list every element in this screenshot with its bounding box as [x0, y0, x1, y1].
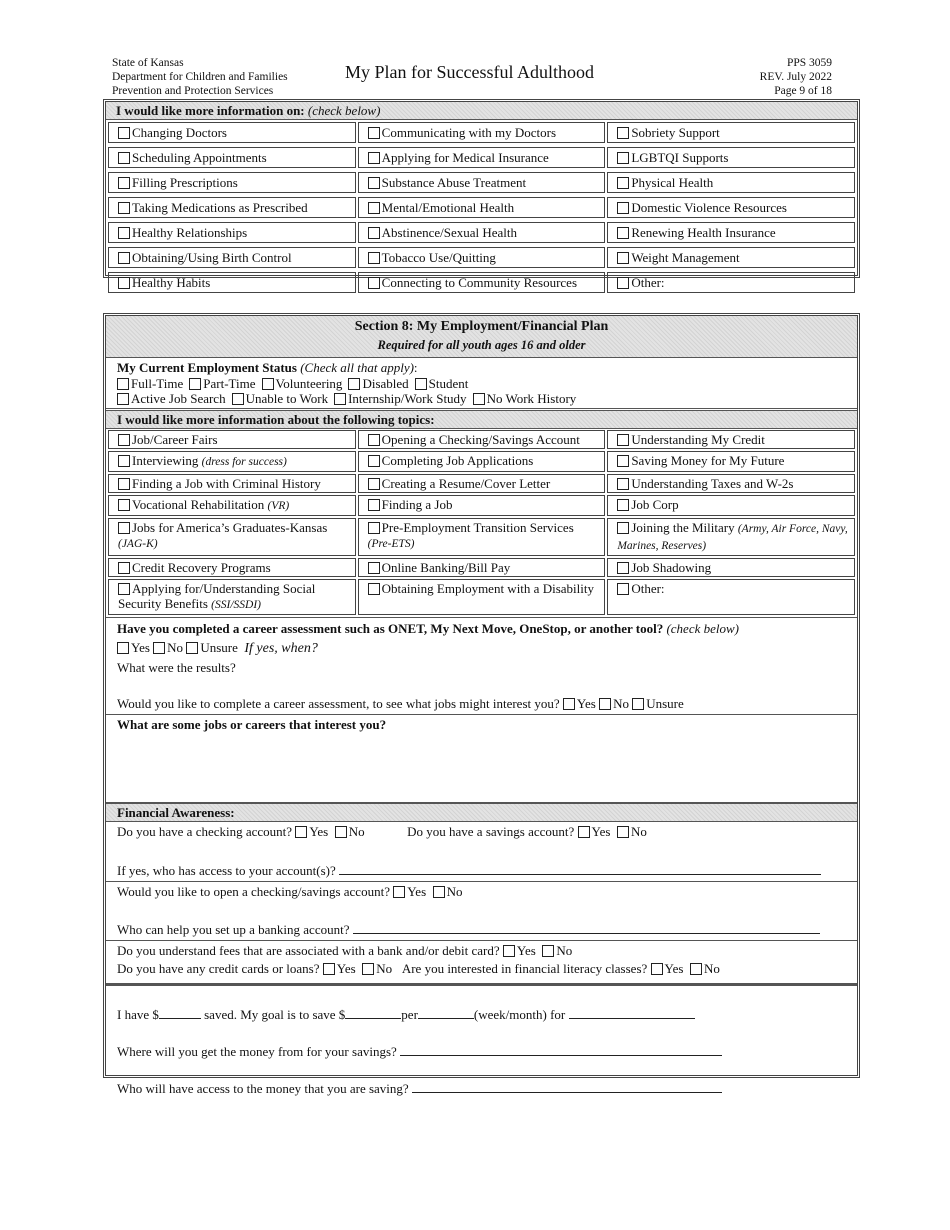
section8-box	[103, 313, 860, 1096]
topic-label: Interviewing	[132, 452, 202, 468]
topic-checkbox-completing-job-applications[interactable]	[368, 455, 380, 467]
savings-purpose-input[interactable]	[569, 1006, 695, 1019]
health-option-cell	[108, 172, 356, 193]
topic-checkbox-creating-a-resume-cover-letter[interactable]	[368, 478, 380, 490]
topic-checkbox-job-career-fairs[interactable]	[118, 434, 130, 446]
topic-checkbox-vocational-rehabilitation[interactable]	[118, 499, 130, 511]
topic-checkbox-joining-the-military[interactable]	[617, 522, 629, 534]
agency-division: Prevention and Protection Services	[112, 85, 274, 97]
topic-note: (dress for success)	[201, 455, 287, 468]
health-option-cell	[358, 172, 606, 193]
health-option-cell	[358, 222, 606, 243]
health-option-cell	[607, 147, 855, 168]
status-checkbox-disabled[interactable]	[348, 378, 360, 390]
option-label: Abstinence/Sexual Health	[381, 225, 518, 240]
topic-cell	[607, 451, 855, 472]
topic-cell	[358, 518, 606, 556]
topic-cell	[108, 430, 356, 449]
health-option-cell	[607, 172, 855, 193]
literacy-yes-checkbox[interactable]	[651, 963, 663, 975]
complete-assessment-question: Would you like to complete a career assessment, to see what jobs might interest you?	[117, 695, 560, 711]
savings-yes-checkbox[interactable]	[578, 826, 590, 838]
assessment-yes-checkbox[interactable]	[117, 642, 129, 654]
option-label: LGBTQI Supports	[631, 150, 729, 165]
health-option-cell	[607, 122, 855, 143]
topic-cell	[358, 579, 606, 615]
topic-checkbox-credit-recovery-programs[interactable]	[118, 562, 130, 574]
topic-label: Opening a Checking/Savings Account	[381, 431, 580, 447]
careers-interest-question[interactable]: What are some jobs or careers that interest you?	[106, 715, 857, 803]
employment-status: My Current Employment Status (Check all that apply): Full-Time Part-Time Volunteering Disabled Student Active Job Search Unable to Work Internship/Work Study No Work History	[106, 358, 857, 409]
topic-label: Credit Recovery Programs	[132, 559, 271, 575]
topic-cell	[108, 518, 356, 556]
form-revision: REV. July 2022	[759, 71, 832, 83]
checkbox-healthy-habits[interactable]	[118, 277, 130, 289]
checkbox-obtaining-using-birth-control[interactable]	[118, 252, 130, 264]
status-checkbox-no-work-history[interactable]	[473, 393, 485, 405]
topic-label: Job/Career Fairs	[132, 431, 218, 447]
topic-note: (JAG-K)	[118, 537, 158, 550]
health-option-cell	[358, 197, 606, 218]
topic-cell	[358, 474, 606, 493]
checkbox-taking-medications-as-prescribed[interactable]	[118, 202, 130, 214]
topics-heading: I would like more information about the following topics:	[106, 410, 857, 429]
status-label: Internship/Work Study	[348, 391, 467, 406]
option-label: Sobriety Support	[631, 125, 720, 140]
health-option-cell	[108, 272, 356, 293]
topic-label: Pre-Employment Transition Services	[381, 519, 574, 535]
checkbox-weight-management[interactable]	[617, 252, 629, 264]
health-option-cell	[108, 247, 356, 268]
topic-note: (Pre-ETS)	[367, 537, 415, 550]
checkbox-substance-abuse-treatment[interactable]	[368, 177, 380, 189]
checkbox-connecting-to-community-resources[interactable]	[368, 277, 380, 289]
topic-label: Obtaining Employment with a Disability	[381, 580, 594, 596]
topic-checkbox-finding-a-job[interactable]	[368, 499, 380, 511]
topic-cell	[108, 579, 356, 615]
topic-row	[108, 558, 855, 577]
status-checkbox-volunteering[interactable]	[262, 378, 274, 390]
topic-checkbox-job-shadowing[interactable]	[617, 562, 629, 574]
topic-cell	[108, 474, 356, 493]
topic-label: Completing Job Applications	[381, 452, 534, 468]
topic-label: Creating a Resume/Cover Letter	[381, 475, 551, 491]
checkbox-sobriety-support[interactable]	[617, 127, 629, 139]
savings-goal-input[interactable]	[345, 1006, 401, 1019]
checkbox-healthy-relationships[interactable]	[118, 227, 130, 239]
status-options-line1	[117, 376, 857, 392]
open-account-questions: Would you like to open a checking/savings account? Yes No Who can help you set up a banking account?	[106, 882, 857, 941]
option-label: Communicating with my Doctors	[381, 125, 557, 140]
health-option-cell	[607, 247, 855, 268]
health-info-row	[108, 272, 855, 293]
section8-subtitle: Required for all youth ages 16 and older	[377, 338, 586, 352]
complete-assessment-yes-checkbox[interactable]	[563, 698, 575, 710]
health-info-row	[108, 222, 855, 243]
health-option-cell	[358, 122, 606, 143]
topic-row	[108, 451, 855, 472]
savings-plan: I have $ saved. My goal is to save $ per (week/month) for Where will you get the money from for your savings? Who will have access to the money that you are saving?	[106, 984, 857, 1099]
fees-credit-questions: Do you understand fees that are associated with a bank and/or debit card? Yes No Do you have any credit cards or loans? Yes No Are you interested in financial literacy classes? Yes No	[106, 941, 857, 984]
page-number: Page 9 of 18	[774, 85, 832, 97]
topic-cell	[358, 430, 606, 449]
savings-no-checkbox[interactable]	[617, 826, 629, 838]
checkbox-other[interactable]	[617, 277, 629, 289]
form-meta	[760, 56, 832, 98]
status-checkbox-internship-work-study[interactable]	[334, 393, 346, 405]
health-option-cell	[108, 222, 356, 243]
topic-cell	[607, 579, 855, 615]
option-label: Changing Doctors	[132, 125, 227, 140]
assessment-when: If yes, when?	[244, 640, 318, 656]
health-option-cell	[108, 197, 356, 218]
agency-block	[112, 56, 288, 98]
amount-saved-input[interactable]	[159, 1006, 201, 1019]
status-label: Active Job Search	[131, 391, 226, 406]
topic-checkbox-job-corp[interactable]	[617, 499, 629, 511]
form-number: PPS 3059	[786, 57, 832, 69]
option-label: Scheduling Appointments	[132, 150, 267, 165]
topic-checkbox-saving-money-for-my-future[interactable]	[617, 455, 629, 467]
checkbox-physical-health[interactable]	[617, 177, 629, 189]
topic-checkbox-online-banking-bill-pay[interactable]	[368, 562, 380, 574]
financial-heading: Financial Awareness:	[106, 803, 857, 822]
literacy-no-checkbox[interactable]	[690, 963, 702, 975]
topic-checkbox-obtaining-employment-with-a-disability[interactable]	[368, 583, 380, 595]
option-label: Filling Prescriptions	[132, 175, 238, 190]
topic-cell	[607, 430, 855, 449]
health-info-box	[103, 99, 860, 290]
topic-label: Vocational Rehabilitation	[132, 496, 268, 512]
savings-source-input[interactable]	[400, 1043, 722, 1056]
account-questions: Do you have a checking account? Yes No Do you have a savings account? Yes No If yes, who has access to your account(s)?	[106, 822, 857, 882]
open-account-no-checkbox[interactable]	[433, 886, 445, 898]
option-label: Connecting to Community Resources	[381, 275, 577, 290]
status-label: Full-Time	[131, 375, 184, 391]
topic-cell	[358, 495, 606, 516]
topic-cell	[108, 451, 356, 472]
fees-no-checkbox[interactable]	[542, 945, 554, 957]
section8-header	[106, 316, 857, 358]
topic-checkbox-pre-employment-transition-services[interactable]	[368, 522, 380, 534]
checkbox-abstinence-sexual-health[interactable]	[368, 227, 380, 239]
topic-checkbox-jobs-for-america-s-graduates-kansas[interactable]	[118, 522, 130, 534]
topic-checkbox-applying-for-understanding-social-security-benefits[interactable]	[118, 583, 130, 595]
option-label: Physical Health	[631, 175, 714, 190]
checkbox-lgbtqi-supports[interactable]	[617, 152, 629, 164]
topic-cell	[607, 558, 855, 577]
topic-label: Finding a Job	[381, 496, 453, 512]
savings-frequency-input[interactable]	[418, 1006, 474, 1019]
status-label: Part-Time	[203, 375, 256, 391]
topic-checkbox-other[interactable]	[617, 583, 629, 595]
checkbox-mental-emotional-health[interactable]	[368, 202, 380, 214]
health-info-row	[108, 172, 855, 193]
topic-cell	[358, 558, 606, 577]
topic-cell	[108, 558, 356, 577]
topic-label: Understanding Taxes and W-2s	[631, 475, 794, 491]
topic-checkbox-finding-a-job-with-criminal-history[interactable]	[118, 478, 130, 490]
topic-label: Understanding My Credit	[631, 431, 765, 447]
topic-label: Job Shadowing	[631, 559, 712, 575]
status-label: No Work History	[486, 391, 577, 406]
status-label: Volunteering	[275, 375, 343, 391]
status-checkbox-unable-to-work[interactable]	[232, 393, 244, 405]
topic-label: Job Corp	[631, 496, 679, 512]
topic-row	[108, 474, 855, 493]
status-checkbox-active-job-search[interactable]	[117, 393, 129, 405]
option-label: Healthy Habits	[132, 275, 211, 290]
topic-cell	[358, 451, 606, 472]
option-label: Healthy Relationships	[132, 225, 248, 240]
status-checkbox-part-time[interactable]	[189, 378, 201, 390]
topic-label: Other:	[631, 580, 665, 596]
checking-no-checkbox[interactable]	[335, 826, 347, 838]
checkbox-tobacco-use-quitting[interactable]	[368, 252, 380, 264]
form-title: My Plan for Successful Adulthood	[345, 62, 594, 82]
topics-table	[106, 430, 857, 615]
section8-title: Section 8: My Employment/Financial Plan	[354, 319, 609, 334]
agency-department: Department for Children and Families	[112, 71, 288, 83]
checkbox-filling-prescriptions[interactable]	[118, 177, 130, 189]
health-info-row	[108, 147, 855, 168]
status-label: Unable to Work	[245, 391, 329, 406]
topic-label: Finding a Job with Criminal History	[132, 475, 321, 491]
health-option-cell	[108, 147, 356, 168]
checkbox-renewing-health-insurance[interactable]	[617, 227, 629, 239]
option-label: Mental/Emotional Health	[381, 200, 515, 215]
health-option-cell	[607, 222, 855, 243]
option-label: Renewing Health Insurance	[631, 225, 776, 240]
topic-row	[108, 579, 855, 615]
health-info-table	[106, 122, 857, 293]
assessment-results-label: What were the results?	[117, 659, 236, 675]
option-label: Domestic Violence Resources	[631, 200, 787, 215]
health-option-cell	[108, 122, 356, 143]
option-label: Other:	[631, 275, 665, 290]
checking-yes-checkbox[interactable]	[295, 826, 307, 838]
topic-row	[108, 495, 855, 516]
checkbox-domestic-violence-resources[interactable]	[617, 202, 629, 214]
option-label: Tobacco Use/Quitting	[381, 250, 496, 265]
health-option-cell	[358, 147, 606, 168]
health-info-heading: I would like more information on: (check below)	[106, 102, 857, 120]
status-checkbox-student[interactable]	[415, 378, 427, 390]
credit-no-checkbox[interactable]	[362, 963, 374, 975]
option-label: Substance Abuse Treatment	[381, 175, 527, 190]
topic-label: Applying for/Understanding Social Security Benefits	[118, 580, 316, 611]
topic-cell	[607, 518, 855, 556]
complete-assessment-unsure-checkbox[interactable]	[632, 698, 644, 710]
health-option-cell	[607, 272, 855, 293]
topic-note: (SSI/SSDI)	[211, 598, 261, 611]
account-access-input[interactable]	[339, 862, 821, 875]
topic-row	[108, 430, 855, 449]
complete-assessment-no-checkbox[interactable]	[599, 698, 611, 710]
assessment-unsure-checkbox[interactable]	[186, 642, 198, 654]
money-access-input[interactable]	[412, 1080, 722, 1093]
open-account-yes-checkbox[interactable]	[393, 886, 405, 898]
fees-yes-checkbox[interactable]	[503, 945, 515, 957]
status-checkbox-full-time[interactable]	[117, 378, 129, 390]
option-label: Weight Management	[631, 250, 740, 265]
checkbox-communicating-with-my-doctors[interactable]	[368, 127, 380, 139]
status-label: Disabled	[362, 375, 409, 391]
topic-cell	[607, 495, 855, 516]
topic-note: (Army, Air Force, Navy, Marines, Reserves)	[617, 522, 848, 552]
checkbox-applying-for-medical-insurance[interactable]	[368, 152, 380, 164]
banking-help-input[interactable]	[353, 921, 820, 934]
option-label: Taking Medications as Prescribed	[132, 200, 308, 215]
agency-state: State of Kansas	[112, 57, 184, 69]
topic-label: Saving Money for My Future	[631, 452, 785, 468]
topic-label: Jobs for America’s Graduates-Kansas	[132, 519, 328, 535]
status-label: Student	[428, 375, 469, 391]
topic-checkbox-understanding-taxes-and-w-2s[interactable]	[617, 478, 629, 490]
career-assessment: Have you completed a career assessment such as ONET, My Next Move, OneStop, or another tool? (check below) Yes No Unsure If yes, when? What were the results? Would you like to complete a career assessment, to see what jobs might interest you? Yes No Unsure	[106, 617, 857, 715]
assessment-no-checkbox[interactable]	[153, 642, 165, 654]
topic-note: (VR)	[267, 499, 290, 512]
topic-checkbox-interviewing[interactable]	[118, 455, 130, 467]
topic-row	[108, 518, 855, 556]
credit-yes-checkbox[interactable]	[323, 963, 335, 975]
health-info-row	[108, 122, 855, 143]
topic-label: Online Banking/Bill Pay	[381, 559, 511, 575]
checkbox-scheduling-appointments[interactable]	[118, 152, 130, 164]
topic-checkbox-understanding-my-credit[interactable]	[617, 434, 629, 446]
topic-cell	[108, 495, 356, 516]
checkbox-changing-doctors[interactable]	[118, 127, 130, 139]
health-info-row	[108, 247, 855, 268]
option-label: Applying for Medical Insurance	[381, 150, 549, 165]
health-option-cell	[607, 197, 855, 218]
status-options-line2	[117, 391, 857, 407]
health-option-cell	[358, 247, 606, 268]
topic-checkbox-opening-a-checking-savings-account[interactable]	[368, 434, 380, 446]
health-info-row	[108, 197, 855, 218]
topic-label: Joining the Military	[631, 519, 738, 535]
option-label: Obtaining/Using Birth Control	[132, 250, 292, 265]
health-option-cell	[358, 272, 606, 293]
topic-cell	[607, 474, 855, 493]
